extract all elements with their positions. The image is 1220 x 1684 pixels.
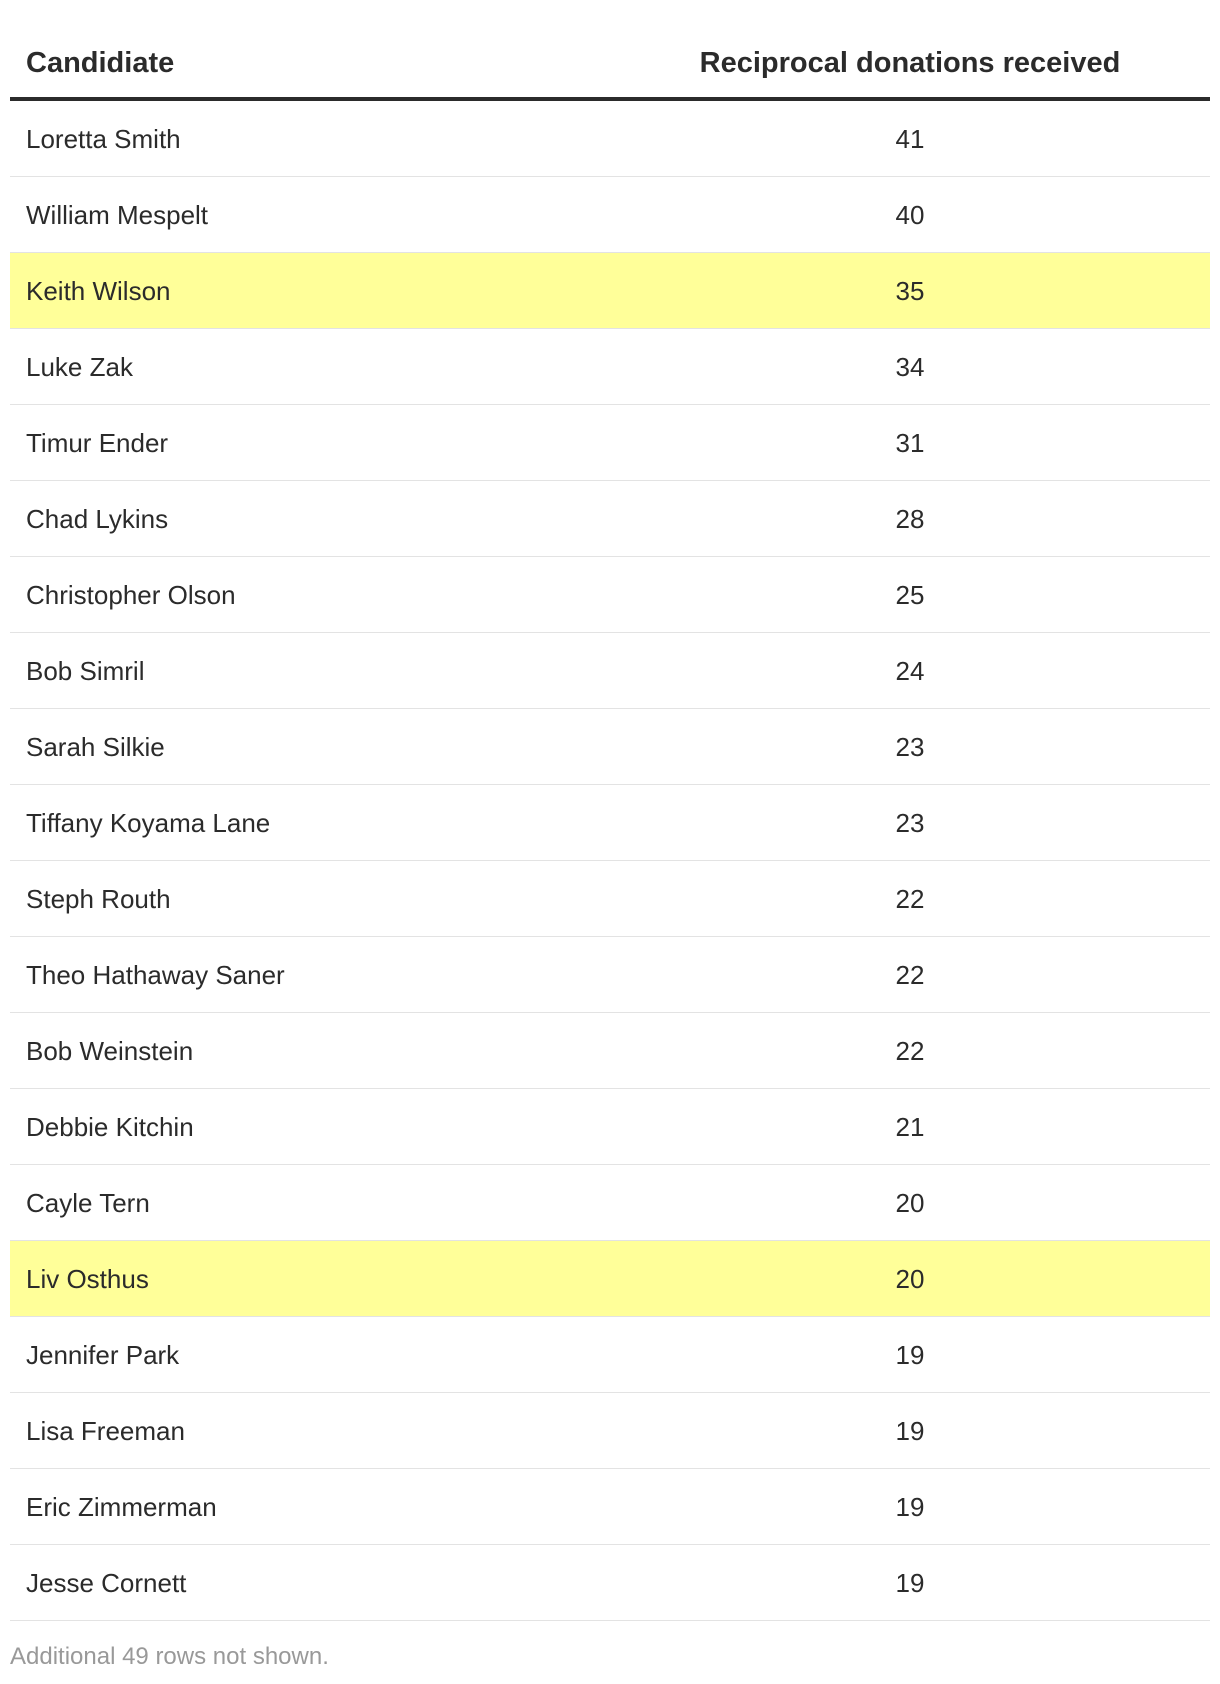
donations-value-cell: 40 xyxy=(895,200,925,230)
table-row xyxy=(10,785,1210,861)
column-header-candidate[interactable]: Candidiate xyxy=(26,47,175,79)
table-row xyxy=(10,1165,1210,1241)
candidate-name-cell: Debbie Kitchin xyxy=(26,1112,194,1142)
table-row xyxy=(10,253,1210,329)
donations-value-cell: 19 xyxy=(895,1492,925,1522)
table-row xyxy=(10,481,1210,557)
donations-value-cell: 23 xyxy=(895,732,925,762)
donations-value-cell: 19 xyxy=(895,1340,925,1370)
table-row xyxy=(10,557,1210,633)
candidate-name-cell: Tiffany Koyama Lane xyxy=(26,808,271,838)
candidate-name-cell: Jesse Cornett xyxy=(26,1568,187,1598)
table-row xyxy=(10,1089,1210,1165)
table-row xyxy=(10,1393,1210,1469)
donations-value-cell: 24 xyxy=(895,656,925,686)
candidate-name-cell: Bob Simril xyxy=(26,656,145,686)
table-row xyxy=(10,1469,1210,1545)
candidate-name-cell: Chad Lykins xyxy=(26,504,169,534)
table-row xyxy=(10,1545,1210,1621)
donations-value-cell: 22 xyxy=(895,884,925,914)
table-footnote: Additional 49 rows not shown. xyxy=(10,1643,329,1670)
candidate-name-cell: William Mespelt xyxy=(26,200,209,230)
donations-value-cell: 19 xyxy=(895,1568,925,1598)
table-row xyxy=(10,709,1210,785)
donations-value-cell: 25 xyxy=(895,580,925,610)
column-header-donations[interactable]: Reciprocal donations received xyxy=(699,47,1121,79)
candidate-name-cell: Theo Hathaway Saner xyxy=(26,960,285,990)
candidate-name-cell: Christopher Olson xyxy=(26,580,236,610)
table-row xyxy=(10,177,1210,253)
donations-value-cell: 23 xyxy=(895,808,925,838)
donations-value-cell: 19 xyxy=(895,1416,925,1446)
candidate-name-cell: Timur Ender xyxy=(26,428,169,458)
candidate-name-cell: Liv Osthus xyxy=(26,1264,149,1294)
donations-value-cell: 20 xyxy=(895,1188,925,1218)
table-row xyxy=(10,1317,1210,1393)
candidate-name-cell: Bob Weinstein xyxy=(26,1036,194,1066)
table-header xyxy=(10,0,1210,101)
donations-value-cell: 31 xyxy=(895,428,925,458)
table-row xyxy=(10,861,1210,937)
donations-value-cell: 34 xyxy=(895,352,925,382)
donations-table xyxy=(10,0,1210,1621)
candidate-name-cell: Eric Zimmerman xyxy=(26,1492,217,1522)
donations-value-cell: 22 xyxy=(895,1036,925,1066)
candidate-name-cell: Steph Routh xyxy=(26,884,171,914)
donations-value-cell: 28 xyxy=(895,504,925,534)
candidate-name-cell: Keith Wilson xyxy=(26,276,171,306)
table-row xyxy=(10,633,1210,709)
donations-value-cell: 35 xyxy=(895,276,925,306)
candidate-name-cell: Cayle Tern xyxy=(26,1188,150,1218)
donations-value-cell: 22 xyxy=(895,960,925,990)
donations-value-cell: 21 xyxy=(895,1112,925,1142)
table-row xyxy=(10,405,1210,481)
table-row xyxy=(10,1013,1210,1089)
candidate-name-cell: Luke Zak xyxy=(26,352,133,382)
candidate-name-cell: Jennifer Park xyxy=(26,1340,180,1370)
table-row xyxy=(10,101,1210,177)
donations-value-cell: 41 xyxy=(895,124,925,154)
candidate-name-cell: Loretta Smith xyxy=(26,124,181,154)
donations-value-cell: 20 xyxy=(895,1264,925,1294)
candidate-name-cell: Lisa Freeman xyxy=(26,1416,185,1446)
table-row xyxy=(10,937,1210,1013)
table-row xyxy=(10,329,1210,405)
table-row xyxy=(10,1241,1210,1317)
candidate-name-cell: Sarah Silkie xyxy=(26,732,165,762)
table-body xyxy=(10,101,1210,1621)
